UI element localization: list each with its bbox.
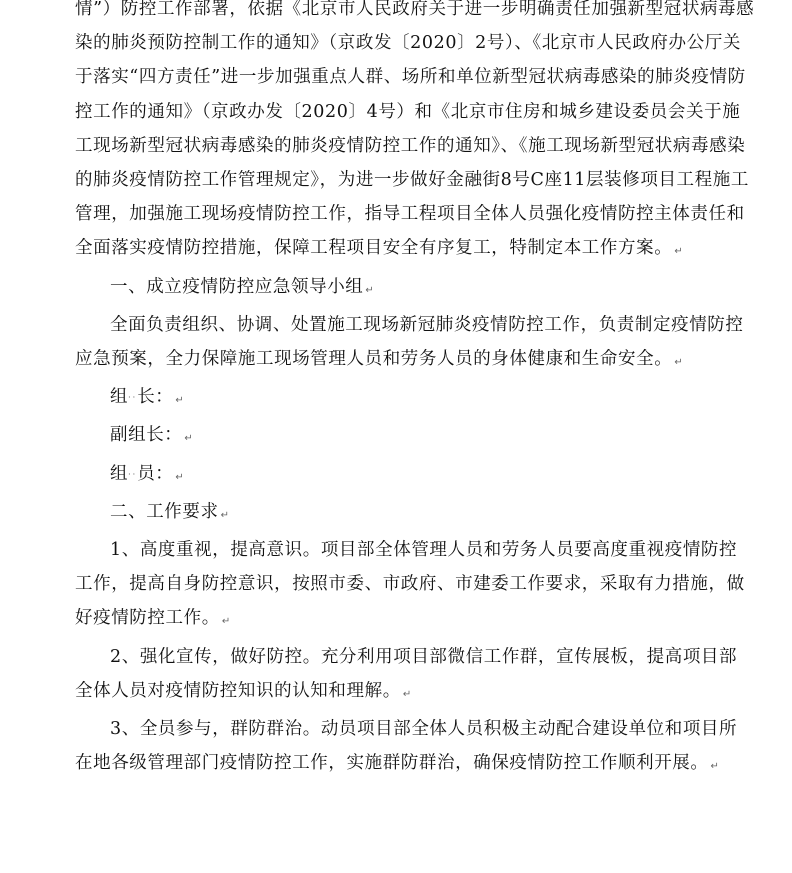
space-marker-dots: ·· [128,469,138,479]
section2-heading [75,495,755,533]
paragraph-mark-icon: ↵ [175,471,184,483]
paragraph-mark-icon: ↵ [674,246,683,258]
paragraph-mark-icon: ↵ [710,761,719,773]
deputy-label: 副组长： [110,425,183,446]
intro-paragraph [75,0,755,270]
deputy-line [75,418,755,456]
section1-heading-text: 一、成立疫情防控应急领导小组 [110,276,364,297]
paragraph-mark-icon: ↵ [220,509,229,521]
requirement-2 [75,640,755,712]
member-line [75,457,755,495]
requirement-1-text: 1、高度重视，提高意识。项目部全体管理人员和劳务人员要高度重视疫情防控工作，提高自身防控意识，按照市委、市政府、市建委工作要求，采取有力措施，做好疫情防控工作。 [75,540,745,629]
section2-heading-text: 二、工作要求 [110,501,219,522]
section1-body [75,308,755,380]
paragraph-mark-icon: ↵ [402,688,412,700]
leader-label-a: 组 [110,387,129,408]
section1-heading [75,270,755,308]
leader-line [75,380,755,418]
requirement-3 [75,712,755,784]
paragraph-mark-icon: ↵ [221,616,231,628]
requirement-1 [75,533,755,640]
paragraph-mark-icon: ↵ [175,395,184,407]
intro-text: 情”）防控工作部署，依据《北京市人民政府关于进一步明确责任加强新型冠状病毒感染的肺炎预防控制工作的通知》（京政发〔2020〕2号）、《北京市人民政府办公厅关于落实“四方责任”进一步加强重点人群、场所和单位新型冠状病毒感染的肺炎疫情防控工作的通知》（京政办发〔2020〕4号）和《北京市住房和城乡建设委员会关于施工现场新型冠状病毒感染的肺炎疫情防控工作的通知》、《施工现场新型冠状病毒感染的肺炎疫情防控工作管理规定》，为进一步做好金融街8号C座11层装修项目工程施工管理，加强施工现场疫情防控工作，指导工程项目全体人员强化疫情防控主体责任和全面落实疫情防控措施，保障工程项目安全有序复工，特制定本工作方案。 [75,0,755,259]
document-body [75,0,755,784]
requirement-3-text: 3、全员参与，群防群治。动员项目部全体人员积极主动配合建设单位和项目所在地各级管理部门疫情防控工作，实施群防群治，确保疫情防控工作顺利开展。 [75,719,738,774]
requirement-2-text: 2、强化宣传，做好防控。充分利用项目部微信工作群，宣传展板，提高项目部全体人员对疫情防控知识的认知和理解。 [75,646,738,701]
member-label-a: 组 [110,463,129,484]
member-label-b: 员： [137,463,174,484]
space-marker-dots: ·· [128,393,138,403]
paragraph-mark-icon: ↵ [365,284,374,296]
paragraph-mark-icon: ↵ [184,433,193,445]
leader-label-b: 长： [137,387,174,408]
section1-body-text: 全面负责组织、协调、处置施工现场新冠肺炎疫情防控工作，负责制定疫情防控应急预案，全力保障施工现场管理人员和劳务人员的身体健康和生命安全。 [75,314,744,370]
paragraph-mark-icon: ↵ [674,357,683,369]
